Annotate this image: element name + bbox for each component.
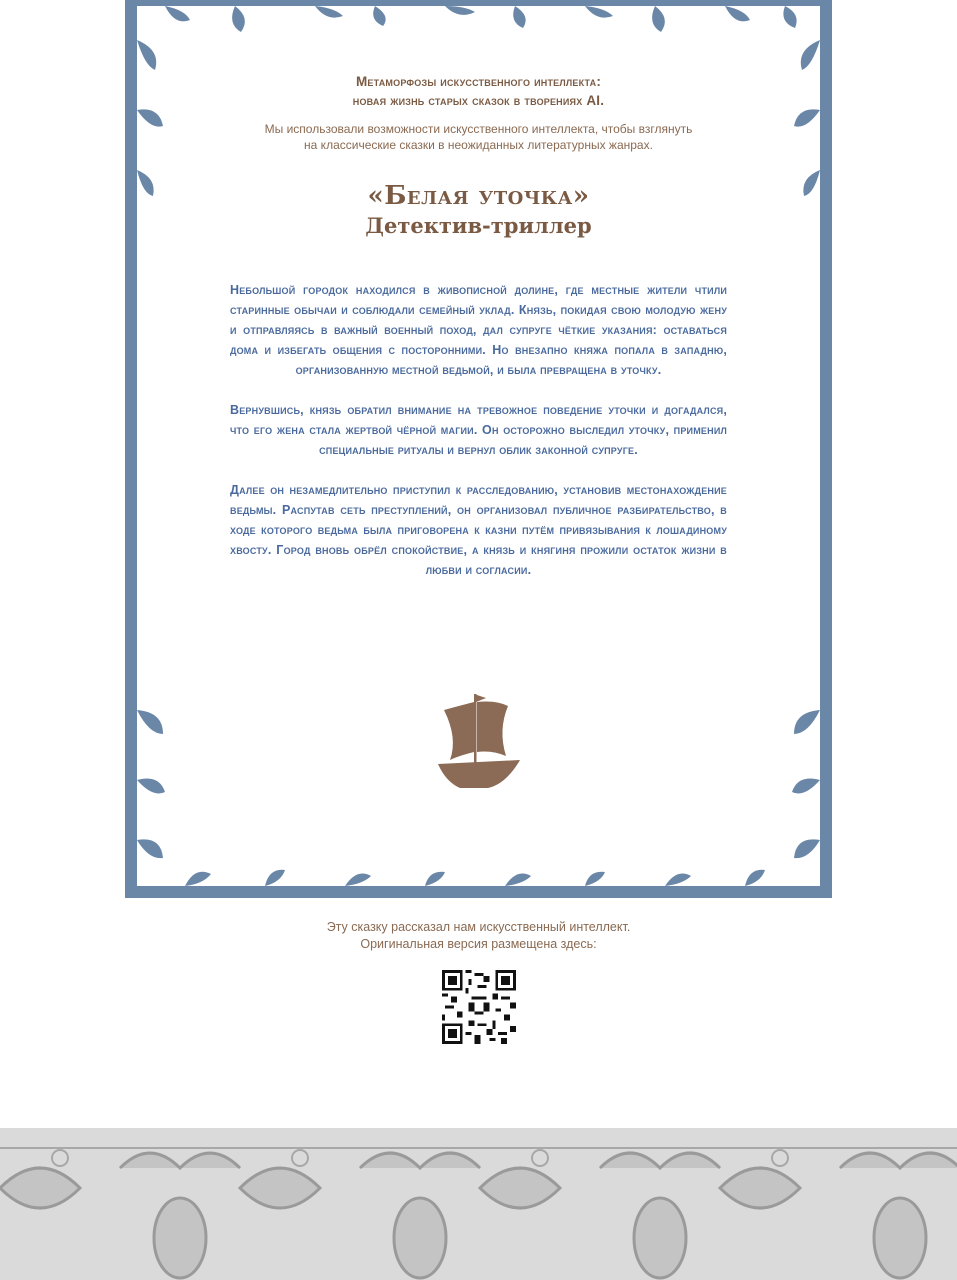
ship-icon [436, 690, 520, 790]
story-paragraph-2: Вернувшись, князь обратил внимание на тревожное поведение уточки и догадался, что его жена стала жертвой чёрной магии. Он осторожно выследил уточку, применил специальные ритуалы и вернул облик законной супруге. [230, 403, 727, 457]
footer-line-2: Оригинальная версия размещена здесь: [360, 937, 597, 951]
story-paragraph-1: Небольшой городок находился в живописной долине, где местные жители чтили старинные обычаи и соблюдали семейный уклад. Князь, покидая свою молодую жену и отправляясь в важный военный поход, дал супруге чёткие указания: оставаться дома и избегать общения с посторонними. Но внезапно княжа попала в западню, организованную местной ведьмой, и была превращена в уточку. [230, 283, 727, 377]
story-text [230, 280, 727, 600]
series-title [225, 72, 732, 110]
footer-note [250, 919, 707, 953]
series-subtitle-line-1: Мы использовали возможности искусственного интеллекта, чтобы взглянуть [264, 122, 693, 136]
series-subtitle-line-2: на классические сказки в неожиданных литературных жанрах. [304, 138, 653, 152]
series-title-line-2: новая жизнь старых сказок в творениях AI. [352, 93, 605, 108]
footer-line-1: Эту сказку рассказал нам искусственный интеллект. [326, 920, 631, 934]
qr-code-icon[interactable] [442, 970, 516, 1044]
tale-title: «Белая уточка» [367, 181, 590, 211]
header-block [225, 72, 732, 239]
folk-ornament-band [0, 1128, 957, 1280]
series-title-line-1: Метаморфозы искусственного интеллекта: [355, 74, 602, 89]
story-paragraph-3: Далее он незамедлительно приступил к расследованию, установив местонахождение ведьмы. Распутав сеть преступлений, он организовал публичное разбирательство, в ходе которого ведьма была приговорена к казни путём привязывания к лошадиному хвосту. Город вновь обрёл спокойствие, а князь и княгиня прожили остаток жизни в любви и согласии. [230, 483, 727, 577]
tale-genre: Детектив-триллер [365, 213, 592, 238]
series-subtitle [225, 121, 732, 153]
